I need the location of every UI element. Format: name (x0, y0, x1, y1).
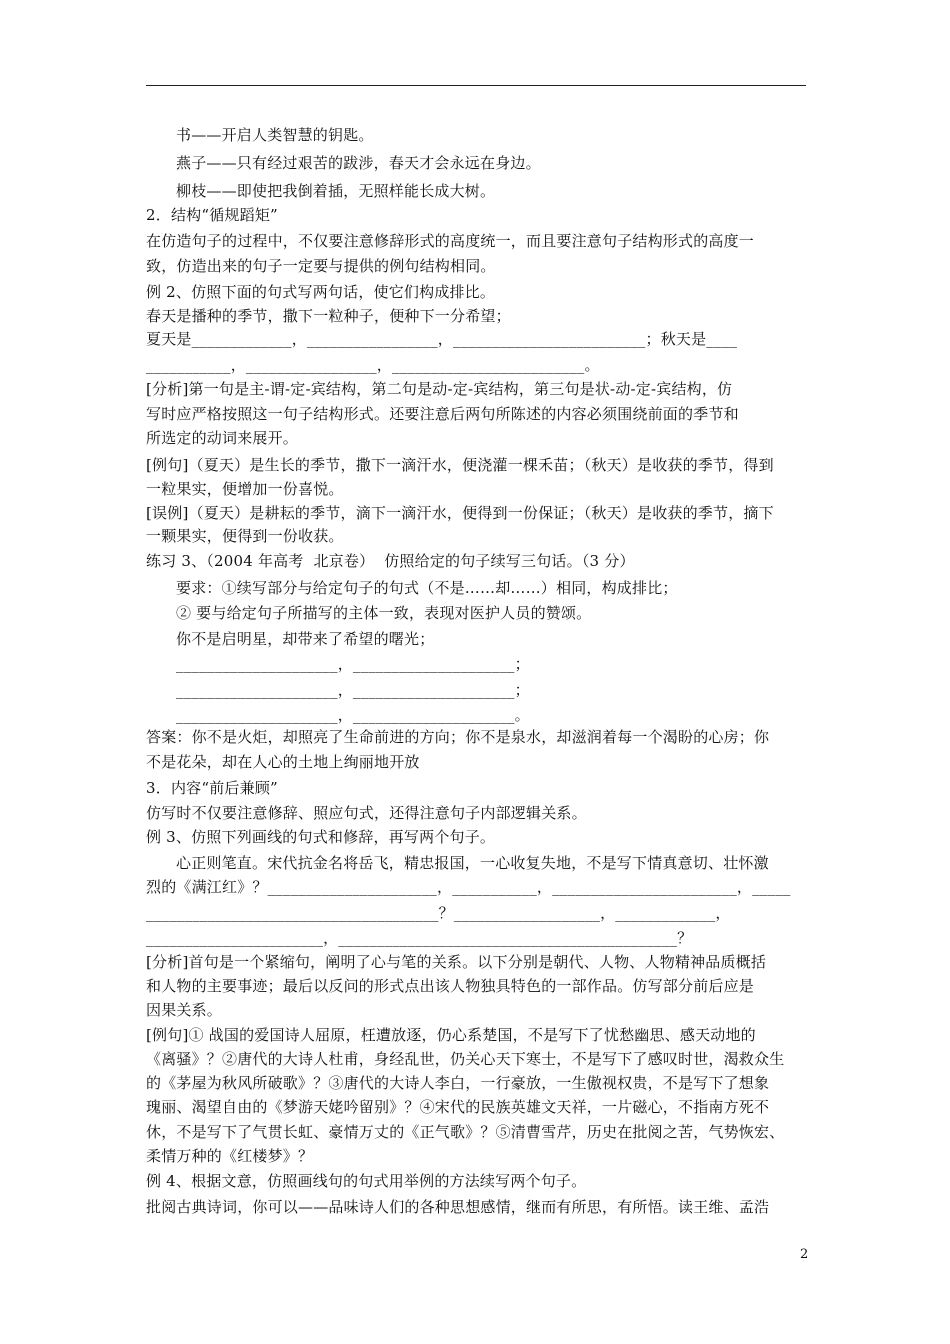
text-line: 例 4、根据文意，仿照画线句的句式用举例的方法续写两个句子。 (146, 1172, 587, 1190)
text-line: [例句]① 战国的爱国诗人屈原，枉遭放逐，仍心系楚国，不是写下了忧愁幽思、感天动地的 (146, 1026, 756, 1044)
section-heading: 2．结构“循规蹈矩” (146, 206, 278, 224)
text-line: 燕子——只有经过艰苦的跋涉，春天才会永远在身边。 (176, 154, 541, 172)
text-line: [分析]首句是一个紧缩句，阐明了心与笔的关系。以下分别是朝代、人物、人物精神品质概括 (146, 953, 767, 971)
text-line: 一颗果实，便得到一份收获。 (146, 527, 344, 545)
text-line: [例句]（夏天）是生长的季节，撒下一滴汗水，便浇灌一棵禾苗；（秋天）是收获的季节，得到 (146, 456, 774, 474)
blank-line: 夏天是_____________，_________________，_________________________；秋天是____ (146, 330, 738, 348)
text-line: 因果关系。 (146, 1001, 223, 1019)
text-line: 你不是启明星，却带来了希望的曙光； (176, 630, 435, 648)
text-line: 例 3、仿照下列画线的句式和修辞，再写两个句子。 (146, 828, 496, 846)
text-line: [分析]第一句是主-谓-定-宾结构，第二句是动-定-宾结构，第三句是状-动-定-宾结构，仿 (146, 380, 733, 398)
section-heading: 3．内容“前后兼顾” (146, 779, 278, 797)
text-line: 书——开启人类智慧的钥匙。 (176, 126, 374, 144)
text-line: 练习 3、（2004 年高考 北京卷） 仿照给定的句子续写三句话。（3 分） (146, 552, 635, 570)
text-line: 的《茅屋为秋风所破歌》？③唐代的大诗人李白，一行豪放，一生傲视权贵，不是写下了想象 (146, 1074, 770, 1092)
text-line: 要求：①续写部分与给定句子的句式（不是……却……）相同，构成排比； (176, 579, 678, 597)
blank-line: _______________________，____________________________________________？ (146, 929, 693, 947)
text-line: 春天是播种的季节，撒下一粒种子，便种下一分希望； (146, 307, 511, 325)
page-number: 2 (800, 1247, 809, 1262)
blank-line: ______________________________________？___________________，_____________， (146, 904, 731, 922)
text-line: 在仿造句子的过程中，不仅要注意修辞形式的高度统一，而且要注意句子结构形式的高度一 (146, 232, 755, 250)
text-line: 瑰丽、渴望自由的《梦游天姥吟留别》？④宋代的民族英雄文天祥，一片磁心，不指南方死不 (146, 1098, 770, 1116)
text-line: 例 2、仿照下面的句式写两句话，使它们构成排比。 (146, 283, 496, 301)
blank-line: _____________________，_____________________； (176, 655, 530, 673)
text-line: 致，仿造出来的句子一定要与提供的例句结构相同。 (146, 257, 496, 275)
text-line: 仿写时不仅要注意修辞、照应句式，还得注意句子内部逻辑关系。 (146, 804, 587, 822)
text-line: 心正则笔直。宋代抗金名将岳飞，精忠报国，一心收复失地，不是写下情真意切、壮怀激 (176, 854, 769, 872)
text-line: [误例]（夏天）是耕耘的季节，滴下一滴汗水，便得到一份保证；（秋天）是收获的季节，摘下 (146, 504, 774, 522)
text-line: ② 要与给定句子所描写的主体一致，表现对医护人员的赞颂。 (176, 604, 592, 622)
blank-line: _____________________，_____________________； (176, 681, 530, 699)
text-line: 批阅古典诗词，你可以——品味诗人们的各种思想感情，继而有所思，有所悟。读王维、孟浩 (146, 1198, 770, 1216)
text-line: 所选定的动词来展开。 (146, 429, 299, 447)
text-line: 《离骚》？②唐代的大诗人杜甫，身经乱世，仍关心天下寒士，不是写下了感叹时世，渴救众生 (146, 1050, 785, 1068)
blank-line: 烈的《满江红》？______________________，___________，________________________，_____ (146, 878, 791, 896)
blank-line: ___________，_________________，_________________________。 (146, 356, 600, 374)
text-line: 答案：你不是火炬，却照亮了生命前进的方向；你不是泉水，却滋润着每一个渴盼的心房；你 (146, 728, 770, 746)
text-line: 柔情万种的《红楼梦》？ (146, 1147, 314, 1165)
text-line: 和人物的主要事迹；最后以反问的形式点出该人物独具特色的一部作品。仿写部分前后应是 (146, 977, 755, 995)
text-line: 休，不是写下了气贯长虹、豪情万丈的《正气歌》？⑤清曹雪芹，历史在批阅之苦，气势恢宏、 (146, 1123, 785, 1141)
header-rule (146, 85, 806, 86)
blank-line: _____________________，_____________________。 (176, 706, 530, 724)
text-line: 柳枝——即使把我倒着插，无照样能长成大树。 (176, 182, 496, 200)
text-line: 一粒果实，便增加一份喜悦。 (146, 480, 344, 498)
text-line: 不是花朵，却在人心的土地上绚丽地开放 (146, 753, 420, 771)
text-line: 写时应严格按照这一句子结构形式。还要注意后两句所陈述的内容必须围绕前面的季节和 (146, 405, 739, 423)
